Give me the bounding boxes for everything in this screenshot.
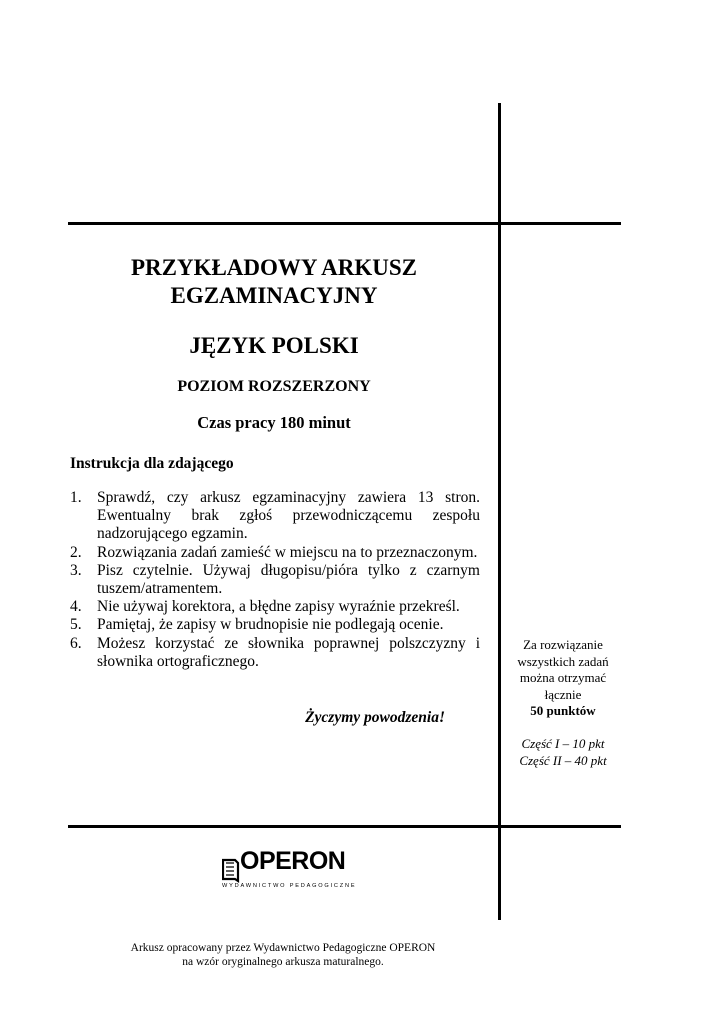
instruction-item	[70, 616, 480, 634]
good-luck-text: Życzymy powodzenia!	[305, 709, 445, 726]
points-text-line: łącznie	[544, 686, 582, 702]
points-part-one: Część I – 10 pkt	[521, 735, 605, 751]
instruction-item	[70, 544, 480, 562]
exam-level: POZIOM ROZSZERZONY	[177, 378, 371, 395]
instruction-number: 4.	[70, 598, 82, 616]
top-horizontal-rule	[68, 222, 621, 225]
instruction-text: Sprawdź, czy arkusz egzaminacyjny zawiera 13 stron. Ewentualny brak zgłoś przewodniczącemu zespołu nadzorującego egzamin.	[97, 489, 480, 543]
points-summary	[506, 637, 620, 769]
instruction-text: Pamiętaj, że zapisy w brudnopisie nie podlegają ocenie.	[97, 616, 444, 634]
exam-title-line2: EGZAMINACYJNY	[170, 283, 378, 308]
footer-line: na wzór oryginalnego arkusza maturalnego.	[182, 956, 384, 968]
vertical-rule	[498, 103, 501, 920]
bottom-horizontal-rule	[68, 825, 621, 828]
instruction-number: 5.	[70, 616, 82, 634]
instruction-text: Możesz korzystać ze słownika poprawnej polszczyzny i słownika ortograficznego.	[97, 634, 480, 670]
instruction-text: Rozwiązania zadań zamieść w miejscu na to przeznaczonym.	[97, 543, 478, 561]
instruction-number: 1.	[70, 489, 82, 506]
instruction-number: 6.	[70, 634, 82, 652]
instruction-item	[70, 635, 480, 671]
instruction-number: 3.	[70, 561, 82, 579]
instruction-item	[70, 562, 480, 598]
points-text-line: wszystkich zadań	[517, 653, 609, 669]
subject-title: JĘZYK POLSKI	[189, 333, 359, 358]
instruction-text: Pisz czytelnie. Używaj długopisu/pióra tylko z czarnym tuszem/atramentem.	[97, 561, 480, 598]
points-text-line: można otrzymać	[519, 670, 607, 686]
instructions-list	[70, 489, 480, 671]
instructions-heading: Instrukcja dla zdającego	[70, 455, 234, 472]
points-text-line: Za rozwiązanie	[523, 637, 603, 652]
instruction-number: 2.	[70, 543, 82, 561]
points-part-two: Część II – 40 pkt	[519, 752, 607, 768]
exam-duration: Czas pracy 180 minut	[197, 413, 351, 432]
points-total: 50 punktów	[530, 703, 596, 719]
instruction-text: Nie używaj korektora, a błędne zapisy wyraźnie przekreśl.	[97, 598, 460, 616]
instruction-item	[70, 598, 480, 616]
publisher-logo-name: OPERON	[240, 847, 346, 875]
footer-line: Arkusz opracowany przez Wydawnictwo Pedagogiczne OPERON	[130, 942, 436, 954]
publisher-logo-tagline: WYDAWNICTWO PEDAGOGICZNE	[222, 883, 357, 889]
instruction-item	[70, 489, 480, 544]
exam-title-line1: PRZYKŁADOWY ARKUSZ	[130, 255, 418, 280]
exam-title	[68, 254, 480, 310]
footer-note	[68, 941, 498, 969]
